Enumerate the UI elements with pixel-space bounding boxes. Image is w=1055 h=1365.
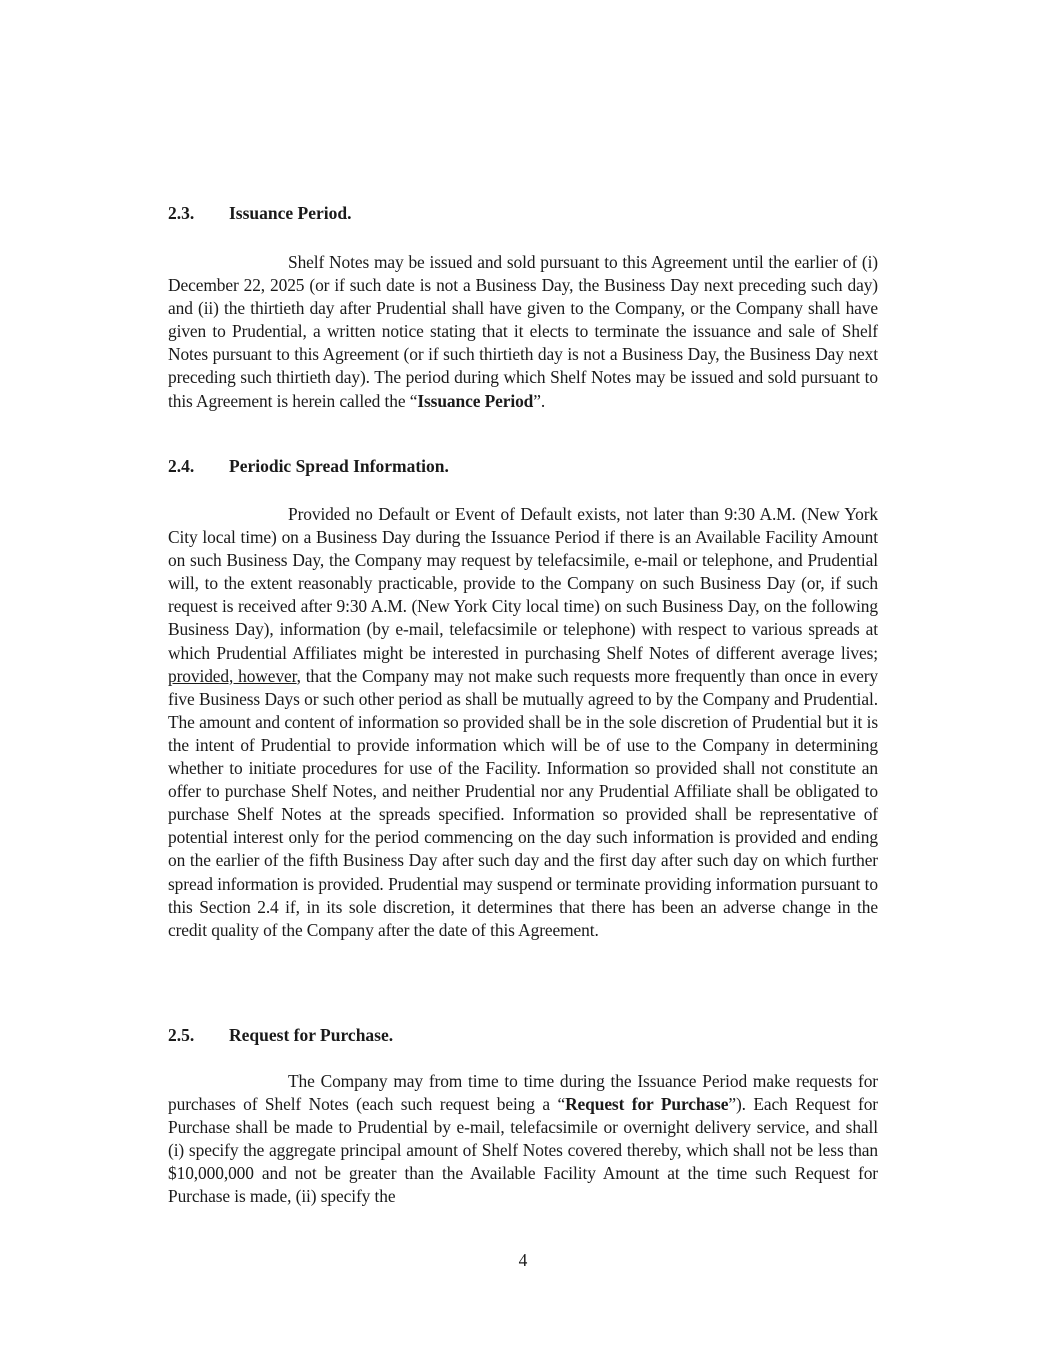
section-title: Issuance Period.: [229, 203, 352, 223]
paragraph-text: Provided no Default or Event of Default exists, not later than 9:30 A.M. (New York City local time) on a Business Day during the Issuance Period if there is an Available Facility Amount on such Business Day, the Company may request by telefacsimile, e-mail or telephone, and Prudential will, to the extent reasonably practicable, provide to the Company on such Business Day (or, if such request is received after 9:30 A.M. (New York City local time) on such Business Day, on the following Business Day), information (by e-mail, telefacsimile or telephone) with respect to various spreads at which Prudential Affiliates might be interested in purchasing Shelf Notes of different average lives;: [168, 504, 878, 663]
section-heading: [168, 455, 878, 478]
section-paragraph: [168, 503, 878, 942]
paragraph-text: ”). Each Request for Purchase shall be made to Prudential by e-mail, telefacsimile or overnight delivery service, and shall (i) specify the aggregate principal amount of Shelf Notes covered thereby, which shall not be less than $10,000,000 and not be greater than the Available Facility Amount at the time such Request for Purchase is made, (ii) specify the: [168, 1094, 878, 1207]
section-number: 2.5.: [168, 1025, 195, 1045]
section-2-5: [168, 1024, 878, 1209]
section-2-3: [168, 202, 878, 413]
paragraph-text: , that the Company may not make such requests more frequently than once in every five Business Days or such other period as shall be mutually agreed to by the Company and Prudential. The amount and content of information so provided shall be in the sole discretion of Prudential but it is the intent of Prudential to provide information which will be of use to the Company in determining whether to initiate procedures for use of the Facility. Information so provided shall not constitute an offer to purchase Shelf Notes, and neither Prudential nor any Prudential Affiliate shall be obligated to purchase Shelf Notes at the spreads specified. Information so provided shall be representative of potential interest only for the period commencing on the day such information is provided and ending on the earlier of the fifth Business Day after such day and the first day after such day on which further spread information is provided. Prudential may suspend or terminate providing information pursuant to this Section 2.4 if, in its sole discretion, it determines that there has been an adverse change in the credit quality of the Company after the date of this Agreement.: [168, 665, 878, 940]
paragraph-text: Shelf Notes may be issued and sold pursuant to this Agreement until the earlier of (i) December 22, 2025 (or if such date is not a Business Day, the Business Day next preceding such day) and (ii) the thirtieth day after Prudential shall have given to the Company, or the Company shall have given to Prudential, a written notice stating that it elects to terminate the issuance and sale of Shelf Notes pursuant to this Agreement (or if such thirtieth day is not a Business Day, the Business Day next preceding such thirtieth day). The period during which Shelf Notes may be issued and sold pursuant to this Agreement is herein called the “: [168, 252, 878, 411]
section-heading: [168, 1024, 878, 1047]
section-title: Periodic Spread Information.: [229, 456, 449, 476]
paragraph-text: ”.: [533, 390, 546, 411]
paragraph-text: The Company may from time to time during the Issuance Period make requests for purchases of Shelf Notes (each such request being a “: [168, 1071, 878, 1115]
underlined-term: provided, however: [168, 665, 297, 686]
defined-term: Request for Purchase: [565, 1094, 729, 1115]
section-paragraph: [168, 251, 878, 413]
defined-term: Issuance Period: [417, 390, 534, 411]
section-2-4: [168, 455, 878, 942]
section-number: 2.3.: [168, 203, 195, 223]
document-page: [168, 0, 878, 1365]
page-number: 4: [518, 1250, 528, 1270]
section-title: Request for Purchase.: [229, 1025, 394, 1045]
section-number: 2.4.: [168, 456, 195, 476]
section-paragraph: [168, 1070, 878, 1209]
section-heading: [168, 202, 878, 225]
